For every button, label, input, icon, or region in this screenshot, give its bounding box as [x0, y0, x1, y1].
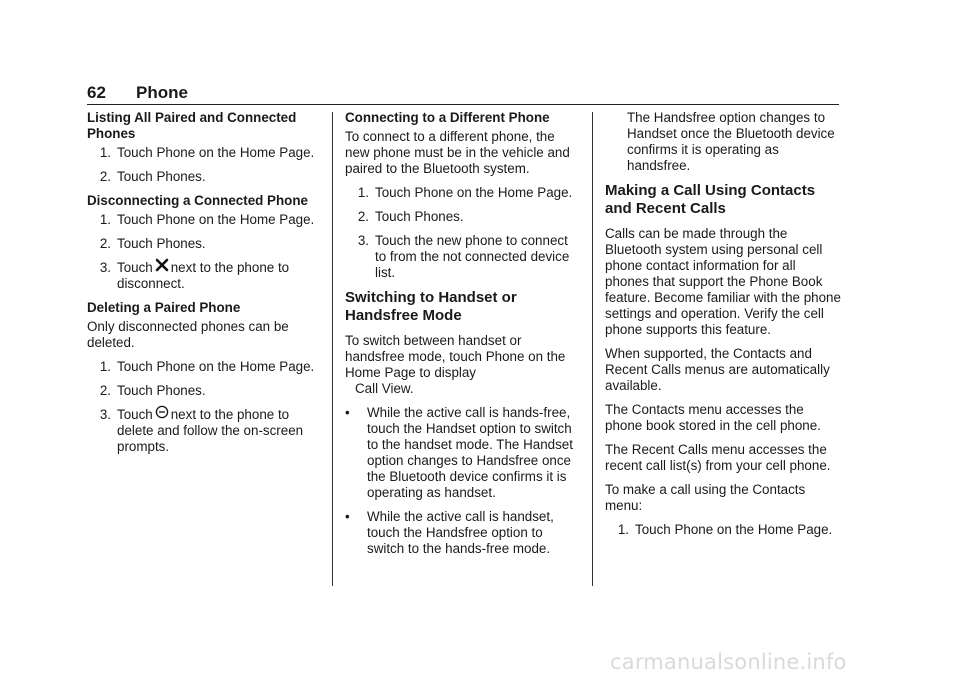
paragraph: The Recent Calls menu accesses the recent call list(s) from your cell phone. — [605, 442, 831, 473]
list-item: 2. Touch Phones. — [357, 209, 464, 224]
list-item: 3. Touch the new phone to connect to from the not connected device list. — [357, 233, 570, 280]
page-number: 62 — [87, 83, 106, 102]
call-view-label: Call View. — [355, 381, 414, 396]
column-3 — [605, 110, 841, 546]
list-item: 1. Touch Phone on the Home Page. — [617, 522, 833, 537]
column-1 — [87, 110, 322, 463]
making-call-heading: Making a Call Using Contacts and Recent Calls — [605, 182, 816, 217]
deleting-heading: Deleting a Paired Phone — [87, 300, 241, 315]
list-item: 1. Touch Phone on the Home Page. — [99, 145, 315, 160]
list-item: 1. Touch Phone on the Home Page. — [99, 359, 315, 374]
paragraph: When supported, the Contacts and Recent Calls menus are automatically available. — [605, 346, 830, 393]
bullet-mark: • — [345, 405, 350, 420]
column-divider-1 — [332, 112, 333, 586]
disconnecting-heading: Disconnecting a Connected Phone — [87, 193, 308, 208]
list-item: 1. Touch Phone on the Home Page. — [357, 185, 573, 200]
paragraph: The Contacts menu accesses the phone book stored in the cell phone. — [605, 402, 821, 433]
list-item: • While the active call is hands-free, touch the Handset option to switch to the handset mode. The Handset option changes to Handsfree once the Bluetooth device confirms it is operating as handset. — [345, 405, 573, 500]
x-icon — [155, 258, 169, 276]
switching-bullets — [345, 405, 580, 557]
switching-intro: To switch between handset or handsfree mode, touch Phone on the Home Page to display Call View. — [345, 333, 580, 397]
bullet-continuation: The Handsfree option changes to Handset once the Bluetooth device confirms it is operating as handsfree. — [627, 110, 835, 173]
list-item: 3. Touch next to the phone to disconnect. — [87, 260, 322, 292]
listing-steps — [87, 145, 322, 185]
list-item: 3. Touch next to the phone to delete and follow the on-screen prompts. — [87, 407, 322, 455]
page-header — [87, 80, 839, 106]
paragraph: To make a call using the Contacts menu: — [605, 482, 806, 513]
list-item: 2. Touch Phones. — [99, 383, 206, 398]
making-call-steps — [605, 522, 841, 538]
column-2 — [345, 110, 580, 565]
header-divider — [87, 104, 839, 105]
list-item: 2. Touch Phones. — [99, 236, 206, 251]
bullet-mark: • — [345, 509, 350, 524]
disconnecting-steps — [87, 212, 322, 292]
minus-circle-icon — [155, 405, 169, 423]
section-title: Phone — [136, 83, 188, 102]
list-item: 1. Touch Phone on the Home Page. — [99, 212, 315, 227]
listing-heading: Listing All Paired and Connected Phones — [87, 110, 297, 141]
deleting-steps — [87, 359, 322, 455]
paragraph: Calls can be made through the Bluetooth system using personal cell phone contact information for all phones that support the Phone Book feature. Become familiar with the phone settings and operation. Verify the cell phone supports this feature. — [605, 226, 841, 337]
deleting-intro: Only disconnected phones can be deleted. — [87, 319, 289, 350]
column-divider-2 — [592, 112, 593, 586]
list-item: 2. Touch Phones. — [99, 169, 206, 184]
watermark: carmanualsonline.info — [610, 650, 847, 674]
connecting-intro: To connect to a different phone, the new phone must be in the vehicle and paired to the Bluetooth system. — [345, 129, 570, 176]
connecting-heading: Connecting to a Different Phone — [345, 110, 550, 125]
connecting-steps — [345, 185, 580, 281]
list-item: • While the active call is handset, touch the Handsfree option to switch to the hands-free mode. — [345, 509, 554, 556]
switching-heading: Switching to Handset or Handsfree Mode — [345, 289, 517, 324]
